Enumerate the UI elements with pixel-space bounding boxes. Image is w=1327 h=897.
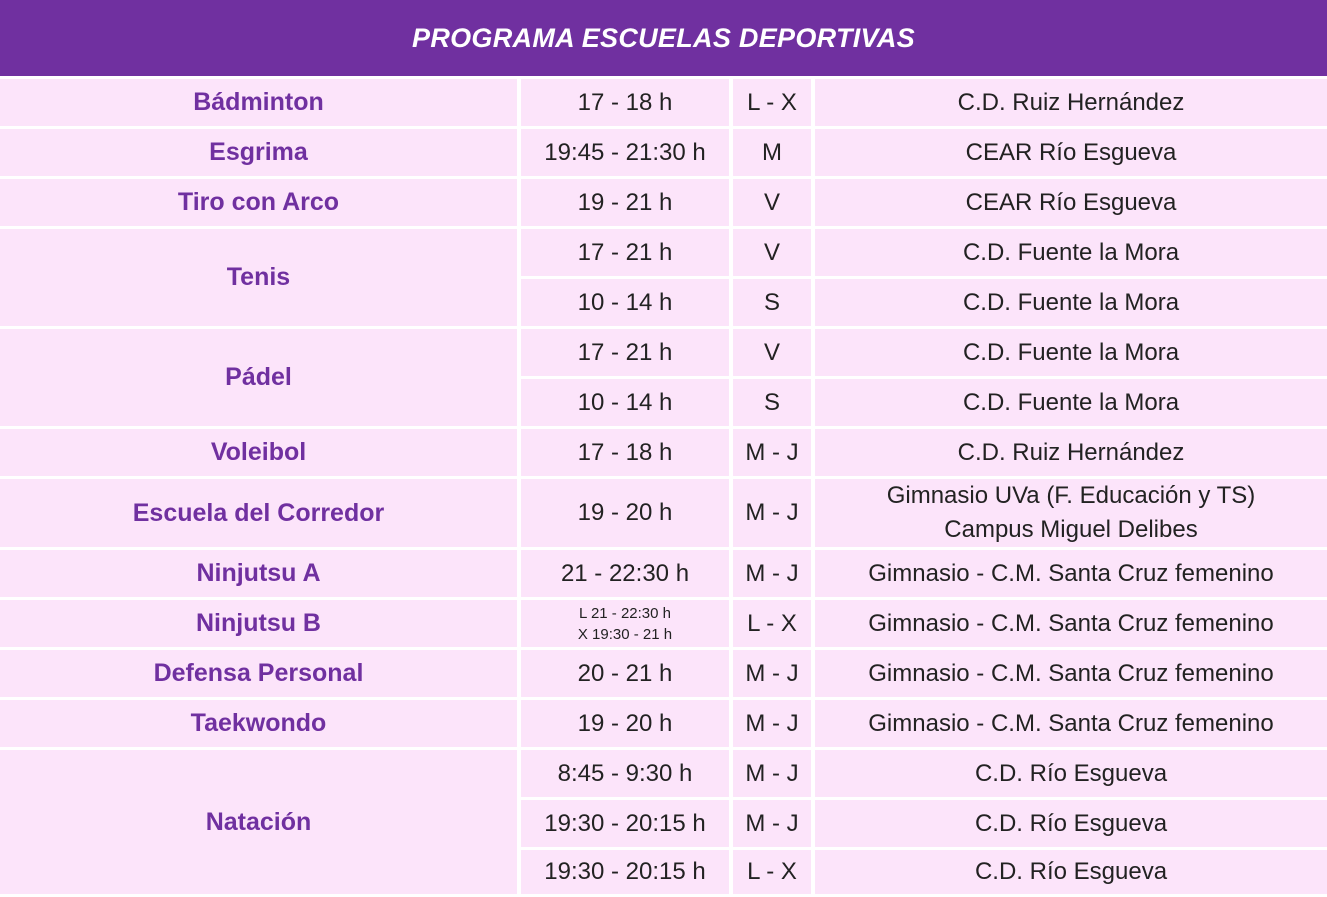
venue-cell: Gimnasio - C.M. Santa Cruz femenino	[815, 600, 1327, 647]
hours-cell: 17 - 18 h	[521, 429, 729, 476]
days-cell: V	[733, 229, 811, 276]
days-cell: M - J	[733, 550, 811, 597]
venue-cell: CEAR Río Esgueva	[815, 129, 1327, 176]
venue-cell: C.D. Ruiz Hernández	[815, 429, 1327, 476]
table-row	[0, 600, 1327, 647]
venue-cell: Gimnasio - C.M. Santa Cruz femenino	[815, 550, 1327, 597]
venue-cell: C.D. Río Esgueva	[815, 750, 1327, 797]
venue-cell: C.D. Fuente la Mora	[815, 379, 1327, 426]
hours-cell: 20 - 21 h	[521, 650, 729, 697]
days-cell: V	[733, 179, 811, 226]
activity-cell: Esgrima	[0, 129, 517, 176]
venue-cell: C.D. Río Esgueva	[815, 850, 1327, 894]
table-row	[0, 179, 1327, 226]
table-row	[0, 650, 1327, 697]
activity-cell: Tiro con Arco	[0, 179, 517, 226]
days-cell: M	[733, 129, 811, 176]
venue-cell: C.D. Ruiz Hernández	[815, 79, 1327, 126]
venue-cell: C.D. Fuente la Mora	[815, 329, 1327, 376]
activity-cell: Defensa Personal	[0, 650, 517, 697]
hours-cell: 21 - 22:30 h	[521, 550, 729, 597]
hours-cell: 19 - 20 h	[521, 479, 729, 547]
table-row	[0, 229, 1327, 276]
hours-cell: 10 - 14 h	[521, 379, 729, 426]
venue-cell: Gimnasio - C.M. Santa Cruz femenino	[815, 650, 1327, 697]
days-cell: S	[733, 279, 811, 326]
table-row	[0, 129, 1327, 176]
days-cell: M - J	[733, 479, 811, 547]
table-row	[0, 79, 1327, 126]
activity-cell: Natación	[0, 750, 517, 894]
days-cell: M - J	[733, 800, 811, 847]
activity-cell: Voleibol	[0, 429, 517, 476]
table-row	[0, 700, 1327, 747]
title-banner	[0, 0, 1327, 76]
days-cell: M - J	[733, 750, 811, 797]
hours-cell: 17 - 21 h	[521, 229, 729, 276]
hours-cell: 17 - 21 h	[521, 329, 729, 376]
table-row	[0, 750, 1327, 797]
hours-cell: 19 - 20 h	[521, 700, 729, 747]
hours-cell	[521, 600, 729, 647]
schedule-table	[0, 76, 1327, 897]
activity-cell: Tenis	[0, 229, 517, 326]
venue-cell: CEAR Río Esgueva	[815, 179, 1327, 226]
venue-cell: C.D. Fuente la Mora	[815, 279, 1327, 326]
hours-cell: 8:45 - 9:30 h	[521, 750, 729, 797]
activity-cell: Bádminton	[0, 79, 517, 126]
hours-cell: 19:30 - 20:15 h	[521, 800, 729, 847]
table-row	[0, 550, 1327, 597]
days-cell: M - J	[733, 650, 811, 697]
table-row	[0, 429, 1327, 476]
days-cell: M - J	[733, 429, 811, 476]
activity-cell: Escuela del Corredor	[0, 479, 517, 547]
activity-cell: Ninjutsu A	[0, 550, 517, 597]
hours-cell: 10 - 14 h	[521, 279, 729, 326]
days-cell: L - X	[733, 600, 811, 647]
activity-cell: Pádel	[0, 329, 517, 426]
page-title: PROGRAMA ESCUELAS DEPORTIVAS	[412, 22, 915, 53]
activity-cell: Ninjutsu B	[0, 600, 517, 647]
days-cell: M - J	[733, 700, 811, 747]
venue-cell: C.D. Río Esgueva	[815, 800, 1327, 847]
venue-line: Gimnasio UVa (F. Educación y TS)	[886, 482, 1256, 509]
venue-cell: Gimnasio - C.M. Santa Cruz femenino	[815, 700, 1327, 747]
hours-cell: 19:30 - 20:15 h	[521, 850, 729, 894]
hours-line: L 21 - 22:30 h	[578, 604, 671, 622]
table-row	[0, 329, 1327, 376]
days-cell: L - X	[733, 79, 811, 126]
hours-cell: 19 - 21 h	[521, 179, 729, 226]
venue-line: Campus Miguel Delibes	[944, 516, 1198, 543]
days-cell: S	[733, 379, 811, 426]
days-cell: L - X	[733, 850, 811, 894]
venue-cell	[815, 479, 1327, 547]
table-row	[0, 479, 1327, 547]
activity-cell: Taekwondo	[0, 700, 517, 747]
hours-line: X 19:30 - 21 h	[577, 625, 673, 643]
hours-cell: 19:45 - 21:30 h	[521, 129, 729, 176]
hours-cell: 17 - 18 h	[521, 79, 729, 126]
venue-cell: C.D. Fuente la Mora	[815, 229, 1327, 276]
days-cell: V	[733, 329, 811, 376]
